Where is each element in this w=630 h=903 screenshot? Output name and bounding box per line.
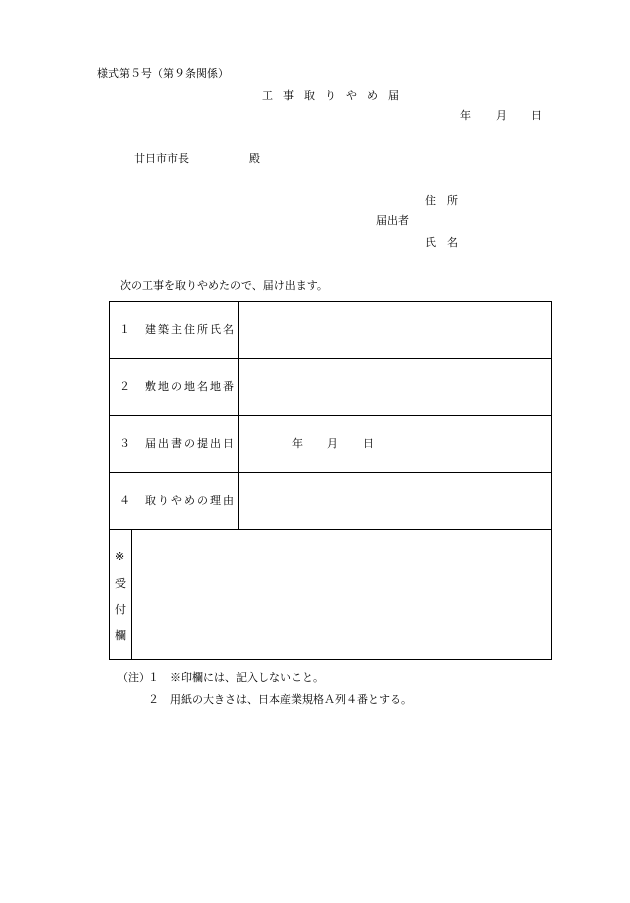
reception-char-1: 受 xyxy=(115,577,126,590)
row-label-owner: １ 建築主住所氏名 xyxy=(119,323,236,336)
row-label-site: ２ 敷地の地名地番 xyxy=(119,380,236,393)
owner-input-area[interactable] xyxy=(239,302,551,358)
date-month-label: 月 xyxy=(496,109,507,122)
document-title: 工事取りやめ届 xyxy=(262,89,409,102)
date-day-label: 日 xyxy=(531,109,542,122)
table-row-owner xyxy=(110,302,551,359)
table-row-reason xyxy=(110,473,551,530)
reception-char-3: 欄 xyxy=(115,629,126,642)
note-1-text: ※印欄には、記入しないこと。 xyxy=(170,671,324,684)
reception-mark: ※ xyxy=(115,550,125,563)
note-1-number: １ xyxy=(148,671,159,684)
address-label: 住 所 xyxy=(425,194,458,207)
form-table xyxy=(109,301,552,660)
note-2-text: 用紙の大きさは、日本産業規格Ａ列４番とする。 xyxy=(170,693,412,706)
filing-day-label: 日 xyxy=(363,437,374,450)
row-label-reason: ４ 取りやめの理由 xyxy=(119,494,236,507)
addressee-honorific: 殿 xyxy=(249,152,260,165)
filing-year-label: 年 xyxy=(292,437,303,450)
addressee-name: 廿日市市長 xyxy=(134,152,189,165)
reception-char-2: 付 xyxy=(115,603,126,616)
filing-date-input-area[interactable] xyxy=(239,416,551,472)
notes-prefix: （注） xyxy=(117,671,150,684)
table-row-filing-date xyxy=(110,416,551,473)
table-row-site xyxy=(110,359,551,416)
note-2-number: ２ xyxy=(148,693,159,706)
applicant-label: 届出者 xyxy=(376,214,409,227)
date-year-label: 年 xyxy=(460,109,471,122)
row-label-filing-date: ３ 届出書の提出日 xyxy=(119,437,236,450)
intro-text: 次の工事を取りやめたので、届け出ます。 xyxy=(120,279,328,292)
form-number: 様式第５号（第９条関係） xyxy=(97,67,229,80)
name-label: 氏 名 xyxy=(425,236,458,249)
reception-label-cell xyxy=(110,529,132,659)
reception-section xyxy=(110,529,551,659)
site-input-area[interactable] xyxy=(239,359,551,415)
reason-input-area[interactable] xyxy=(239,473,551,529)
filing-month-label: 月 xyxy=(327,437,338,450)
